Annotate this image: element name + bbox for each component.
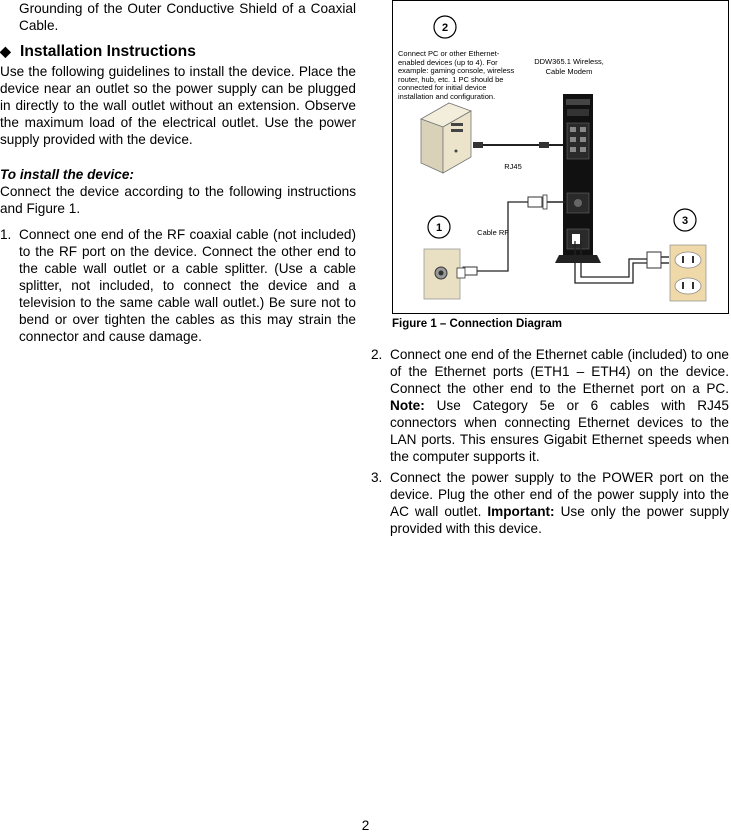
install-subheading: To install the device: (0, 167, 134, 182)
step-1 (0, 226, 356, 345)
step-2-number: 2. (371, 347, 383, 362)
installation-heading-text: Installation Instructions (20, 43, 196, 60)
pc-note: Connect PC or other Ethernet-enabled devices (up to 4). For example: gaming console, wireless router, hub, etc. 1 PC should be connected for initial device installation and configuration. (398, 50, 515, 101)
connection-diagram (392, 0, 729, 314)
intro-paragraph: Use the following guidelines to install the device. Place the device near an outlet so the power supply can be plugged in directly to the wall outlet without an extension. Observe the maximum load of the electrical outlet. Use the power supply provided with the device. (0, 64, 356, 147)
step-2-text (390, 346, 729, 465)
left-column (0, 0, 356, 345)
step-3 (371, 469, 729, 537)
modem-label-1: DDW365.1 Wireless, (534, 57, 604, 66)
step-3-number: 3. (371, 470, 383, 485)
step-1-text: Connect one end of the RF coaxial cable (not included) to the RF port on the device. Connect the other end to the cable wall outlet or a cable splitter. (Use a cable splitter, not included, to connect the device and a television to the same cable wall outlet.) Be sure not to bend or over tighten the cables as this may strain the connector and cause damage. (19, 227, 356, 344)
step-3-text-part2: Use only the power supply provided with this device. (390, 504, 729, 536)
step-2-note-label: Note: (390, 398, 425, 413)
step-3-text (390, 469, 729, 537)
step-2-text-part1: Connect one end of the Ethernet cable (included) to one of the Ethernet ports (ETH1 – ETH4) on the device. Connect the other end to the Ethernet port on a PC. (390, 347, 729, 396)
step-1-number: 1. (0, 227, 12, 242)
ac-wall-outlet-icon (670, 245, 706, 301)
connect-intro-paragraph: Connect the device according to the following instructions and Figure 1. (0, 184, 356, 216)
right-column (371, 346, 729, 537)
rj45-label: RJ45 (504, 162, 522, 171)
page-number: 2 (361, 818, 370, 833)
step-3-important-label: Important: (487, 504, 555, 519)
badge-1-text: 1 (435, 222, 443, 234)
modem-label-2: Cable Modem (545, 67, 593, 76)
figure-caption: Figure 1 – Connection Diagram (392, 318, 562, 330)
badge-2-text: 2 (441, 22, 449, 34)
cable-rf-label: Cable RF (477, 228, 509, 237)
installation-heading (0, 43, 356, 60)
step-2-text-part2: Use Category 5e or 6 cables with RJ45 connectors when connecting Ethernet devices to the LAN ports. This ensures Gigabit Ethernet speeds when the computer supports it. (390, 398, 729, 464)
diagram-svg (393, 1, 728, 313)
badge-3-text: 3 (681, 215, 689, 227)
ethernet-cable (473, 142, 563, 148)
diamond-bullet-icon: ◆ (0, 43, 11, 59)
step-3-text-part1: Connect the power supply to the POWER port on the device. Plug the other end of the power supply into the AC wall outlet. (390, 470, 729, 519)
cable-modem-icon (555, 94, 601, 263)
pc-note-wrap (398, 50, 520, 106)
cable-wall-outlet-icon (424, 249, 465, 299)
grounding-paragraph: Grounding of the Outer Conductive Shield of a Coaxial Cable. (19, 1, 356, 33)
pc-tower-icon (421, 103, 471, 173)
step-2 (371, 346, 729, 465)
